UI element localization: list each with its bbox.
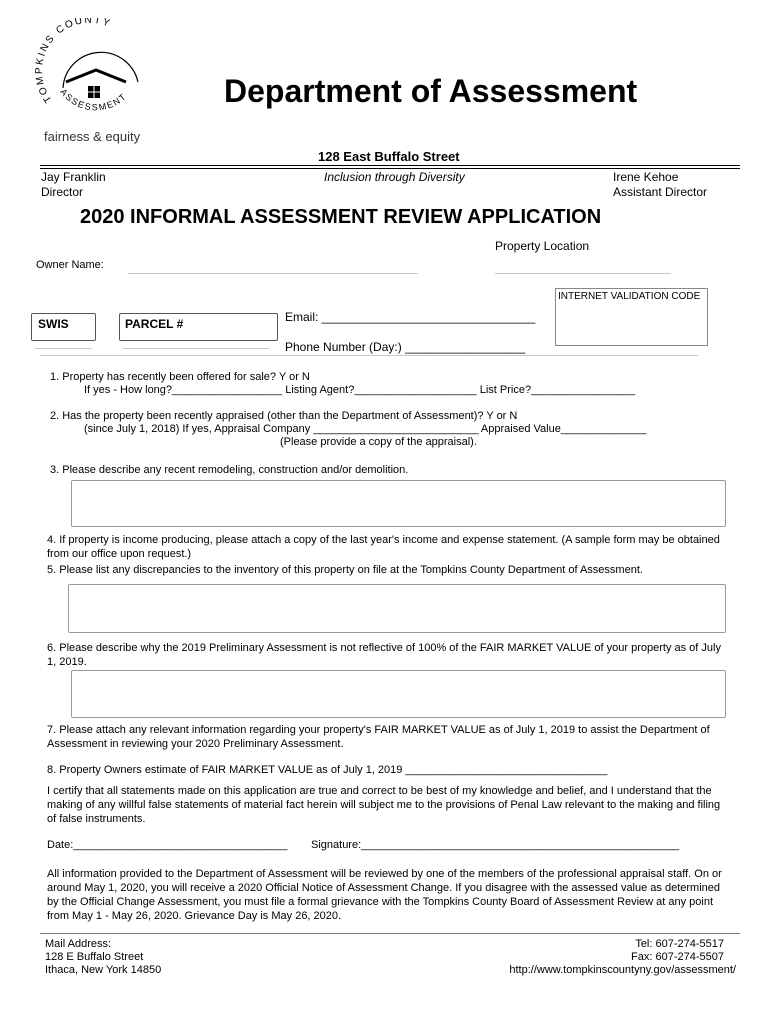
header-rule-top [40,165,740,166]
owner-name-field[interactable] [128,273,418,274]
section-divider [40,355,698,356]
question-3: 3. Please describe any recent remodeling, construction and/or demolition. [50,464,409,476]
footer-tel: Tel: 607-274-5517 [635,938,724,950]
property-location-field[interactable] [495,273,671,274]
house-seal-icon [30,18,160,128]
county-logo [30,18,160,128]
director-name: Jay Franklin [41,170,106,184]
mail-city: Ithaca, New York 14850 [45,964,162,976]
motto: Inclusion through Diversity [324,170,465,184]
assistant-director-name: Irene Kehoe [613,170,679,184]
date-field[interactable]: Date:___________________________________ [47,839,288,851]
email-field[interactable]: Email: ________________________________ [285,310,536,324]
question-1-details[interactable]: If yes - How long?__________________ Listing Agent?____________________ List Price?_________________ [84,384,636,396]
mail-street: 128 E Buffalo Street [45,951,144,963]
question-1: 1. Property has recently been offered for sale? Y or N [50,371,310,383]
question-2-details[interactable]: (since July 1, 2018) If yes, Appraisal Company ___________________________ Appraised Value______________ [84,423,647,435]
parcel-label: PARCEL # [125,317,184,331]
property-location-label: Property Location [495,239,590,253]
question-5-answer-box[interactable] [68,584,726,633]
swis-field[interactable] [35,348,92,349]
parcel-field[interactable] [123,348,269,349]
question-5: 5. Please list any discrepancies to the inventory of this property on file at the Tompkins County Department of Assessment. [47,564,643,576]
svg-text:ASSESSMENT: ASSESSMENT [58,86,129,113]
footer-rule [40,933,740,934]
header-address: 128 East Buffalo Street [318,149,460,164]
info-paragraph: All information provided to the Department of Assessment will be reviewed by one of the members of the professional appraisal staff. On or around May 1, 2020, you will receive a 2020 Official Notice of Assessment Change. If you disagree with the assessed value as determined by the Official Change Assessment, you must file a formal grievance with the Tompkins County Board of Assessment Review at any point from May 1 - May 26, 2020. Grievance Day is May 26, 2020. [47,868,722,922]
header-rule-bottom [40,168,740,169]
question-4: 4. If property is income producing, please attach a copy of the last year's income and expense statement. (A sample form may be obtained from our office upon request.) [47,534,720,560]
question-2: 2. Has the property been recently appraised (other than the Department of Assessment)? Y or N [50,410,518,422]
department-name: Department of Assessment [224,73,638,109]
question-6-answer-box[interactable] [71,670,726,718]
certification-text: I certify that all statements made on this application are true and correct to be best of my knowledge and belief, and I understand that the making of any willful false statements of material fact herein will subject me to the provisions of Penal Law relevant to the making and filing of false instruments. [47,785,721,825]
form-title: 2020 INFORMAL ASSESSMENT REVIEW APPLICATION [80,206,602,228]
question-3-answer-box[interactable] [71,480,726,527]
footer-url[interactable]: http://www.tompkinscountyny.gov/assessment/ [509,964,736,976]
owner-name-label: Owner Name: [36,259,104,271]
director-title: Director [41,185,84,199]
question-7: 7. Please attach any relevant information regarding your property's FAIR MARKET VALUE as of July 1, 2019 to assist the Department of Assessment in reviewing your 2020 Preliminary Assessment. [47,724,710,750]
question-6: 6. Please describe why the 2019 Preliminary Assessment is not reflective of 100% of the FAIR MARKET VALUE of your property as of July 1, 2019. [47,642,721,668]
phone-field[interactable]: Phone Number (Day:) __________________ [285,340,526,354]
footer-fax: Fax: 607-274-5507 [631,951,724,963]
mail-address-label: Mail Address: [45,938,112,950]
svg-text:TOMPKINS COUNTY: TOMPKINS COUNTY [33,18,113,105]
question-8[interactable]: 8. Property Owners estimate of FAIR MARKET VALUE as of July 1, 2019 _________________________________ [47,764,608,776]
signature-field[interactable]: Signature:____________________________________________________ [311,839,680,851]
swis-label: SWIS [38,317,69,331]
assistant-director-title: Assistant Director [613,185,708,199]
question-2-note: (Please provide a copy of the appraisal). [280,436,477,448]
logo-tagline: fairness & equity [44,129,141,144]
validation-code-label: INTERNET VALIDATION CODE [558,291,701,302]
